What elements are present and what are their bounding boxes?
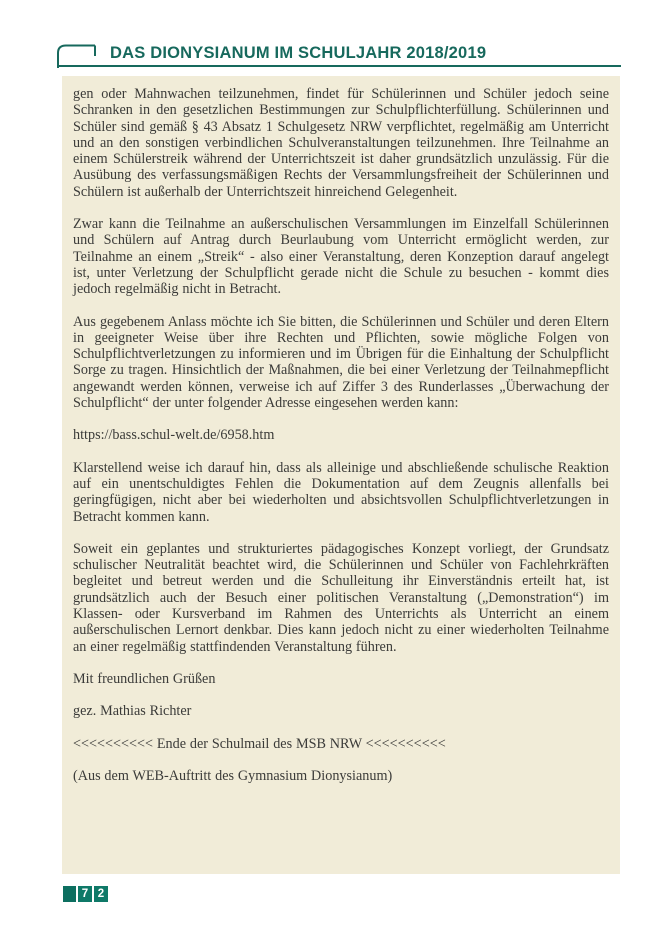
page-number-digit: 7 — [78, 886, 92, 902]
paragraph: Soweit ein geplantes und strukturiertes pädagogisches Konzept vorliegt, der Grundsatz schulischer Neutralität beachtet wird, die Schülerinnen und Schüler von Fachlehrkräften begleitet und betreut werden und die Schulleitung ihr Einverständnis erteilt hat, ist grundsätzlich auch der Besuch einer politischen Veranstaltung („Demonstration“) im Klassen- oder Kursverband im Rahmen des Unterrichts als Unterricht an einem außerschulischen Lernort denkbar. Dies kann jedoch nicht zu einer wiederholten Teilnahme an einer regelmäßig stattfindenden Veranstaltung führen. — [73, 540, 609, 655]
page-title: DAS DIONYSIANUM IM SCHULJAHR 2018/2019 — [110, 44, 487, 62]
paragraph: Klarstellend weise ich darauf hin, dass als alleinige und abschließende schulische Reaktion auf ein unentschuldigtes Fehlen die Dokumentation auf dem Zeugnis allenfalls bei geringfügigen, nicht aber bei wiederholten und absichtsvollen Schulpflichtverletzungen in Betracht kommen kann. — [73, 459, 609, 525]
paragraph: Zwar kann die Teilnahme an außerschulischen Versammlungen im Einzelfall Schülerinnen und Schülern auf Antrag durch Beurlaubung vom Unterricht ermöglicht werden, zur Teilnahme an einem „Streik“ - also einer Veranstaltung, deren Konzeption darauf angelegt ist, unter Verletzung der Schulpflicht gerade nicht die Schule zu besuchen - kommt dies jedoch regelmäßig nicht in Betracht. — [73, 216, 609, 298]
paragraph-continuation: gen oder Mahnwachen teilzunehmen, findet für Schülerinnen und Schüler jedoch seine Schranken in den gesetzlichen Bestimmungen zur Schulpflichterfüllung. Schülerinnen und Schüler sind gemäß § 43 Absatz 1 Schulgesetz NRW verpflichtet, regelmäßig am Unterricht und an den sonstigen verbindlichen Schulveranstaltungen teilzunehmen. Ihre Teilnahme an einem Schülerstreik während der Unterrichtszeit ist daher grundsätzlich unzulässig. Für die Ausübung des verfassungsmäßigen Rechts der Versammlungsfreiheit der Schülerinnen und Schülern ist außerhalb der Unterrichtszeit hinreichend Gelegenheit. — [73, 86, 609, 200]
url-text: https://bass.schul-welt.de/6958.htm — [73, 427, 275, 444]
source-note: (Aus dem WEB-Auftritt des Gymnasium Dionysianum) — [73, 767, 393, 784]
signature-line: gez. Mathias Richter — [73, 703, 192, 720]
page-number-digit: 2 — [94, 886, 108, 902]
header-divider — [58, 65, 621, 67]
article-body — [62, 76, 620, 874]
page-number — [63, 886, 108, 902]
page-number-ornament — [63, 886, 76, 902]
paragraph: Aus gegebenem Anlass möchte ich Sie bitten, die Schülerinnen und Schüler und deren Eltern in geeigneter Weise über ihre Rechten und Pflichten, sowie mögliche Folgen von Schulpflichtverletzungen zu informieren und im Übrigen für die Einhaltung der Schulpflicht Sorge zu tragen. Hinsichtlich der Maßnahmen, die bei einer Verletzung der Teilnahmepflicht angewandt werden können, verweise ich auf Ziffer 3 des Runderlasses „Überwachung der Schulpflicht“ der unter folgender Adresse eingesehen werden kann: — [73, 313, 609, 412]
mail-end-marker: <<<<<<<<<< Ende der Schulmail des MSB NRW <<<<<<<<<< — [73, 735, 446, 752]
closing-salutation: Mit freundlichen Grüßen — [73, 670, 216, 687]
